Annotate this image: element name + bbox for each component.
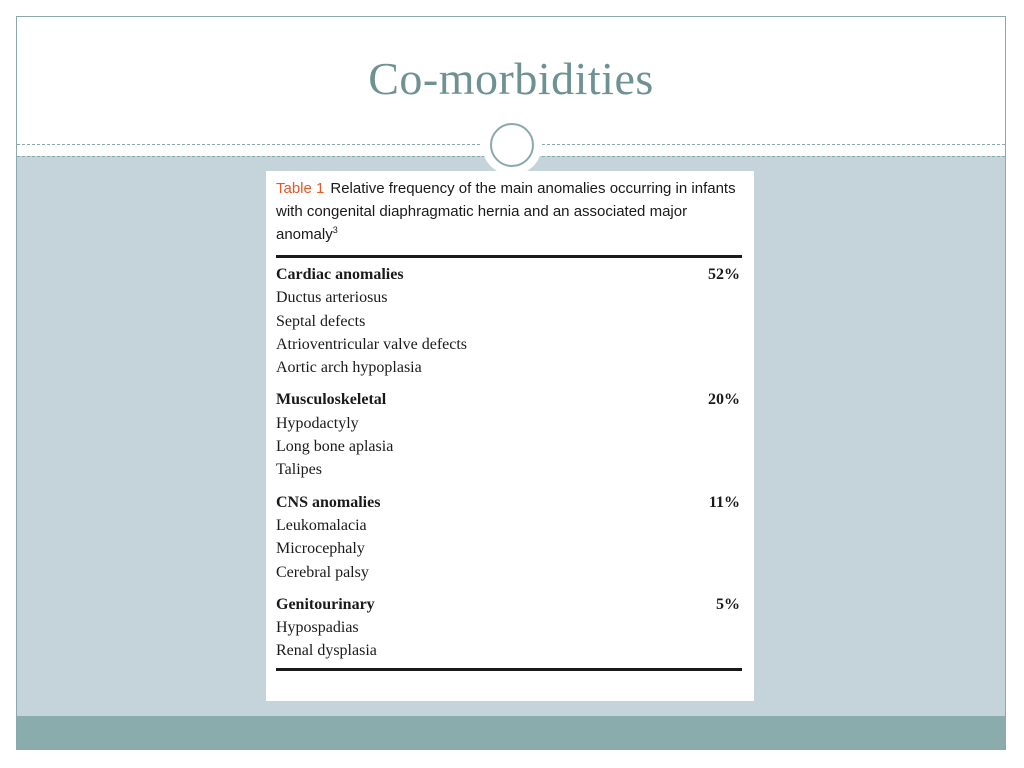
group-heading-label: Genitourinary xyxy=(276,595,375,613)
table-group-musculoskeletal xyxy=(276,388,742,481)
group-heading-label: Cardiac anomalies xyxy=(276,266,404,283)
table-group-genitourinary xyxy=(276,593,742,663)
table-row xyxy=(276,561,742,584)
table-row-label: Cerebral palsy xyxy=(276,563,369,581)
group-percent: 5% xyxy=(716,595,740,613)
slide-title: Co-morbidities xyxy=(368,53,654,104)
table-group-cns xyxy=(276,491,742,584)
table-row xyxy=(276,286,742,309)
table-caption-reference: 3 xyxy=(332,225,338,235)
table-row-label: Hypospadias xyxy=(276,619,359,637)
table-image xyxy=(266,171,754,701)
table-row xyxy=(276,435,742,458)
table-caption-text: Relative frequency of the main anomalies occurring in infants with congenital diaphragmatic hernia and an associated major anomaly xyxy=(276,180,736,243)
group-percent: 52% xyxy=(708,266,740,283)
table-row-label: Septal defects xyxy=(276,312,366,330)
table-row xyxy=(276,412,742,435)
table-row-label: Talipes xyxy=(276,461,322,479)
table-row xyxy=(276,514,742,537)
table-group-cardiac xyxy=(276,263,742,379)
table-row-label: Leukomalacia xyxy=(276,516,367,534)
group-heading-label: CNS anomalies xyxy=(276,493,381,511)
table-row-label: Long bone aplasia xyxy=(276,438,394,456)
table-row xyxy=(276,458,742,481)
table-row xyxy=(276,537,742,560)
table-caption xyxy=(276,177,742,246)
table-group-heading xyxy=(276,263,742,286)
group-percent: 11% xyxy=(708,493,740,511)
table-top-rule xyxy=(276,255,742,258)
table-row xyxy=(276,310,742,333)
table-caption-label: Table 1 xyxy=(276,180,325,197)
table-bottom-rule xyxy=(276,668,742,671)
table-row-label: Microcephaly xyxy=(276,540,365,558)
table-group-heading xyxy=(276,491,742,514)
table-row-label: Renal dysplasia xyxy=(276,642,377,660)
group-heading-label: Musculoskeletal xyxy=(276,391,387,409)
table-row xyxy=(276,356,742,379)
slide xyxy=(16,16,1006,750)
table-row-label: Atrioventricular valve defects xyxy=(276,335,468,353)
table-row-label: Ductus arteriosus xyxy=(276,289,388,307)
table-group-heading xyxy=(276,388,742,411)
table-row xyxy=(276,616,742,639)
table-row xyxy=(276,333,742,356)
table-row-label: Aortic arch hypoplasia xyxy=(276,359,422,377)
table-group-heading xyxy=(276,593,742,616)
ring-ornament-icon xyxy=(490,123,534,167)
group-percent: 20% xyxy=(708,391,740,409)
table-row-label: Hypodactyly xyxy=(276,414,359,432)
table-row xyxy=(276,639,742,662)
footer-band xyxy=(17,716,1005,750)
